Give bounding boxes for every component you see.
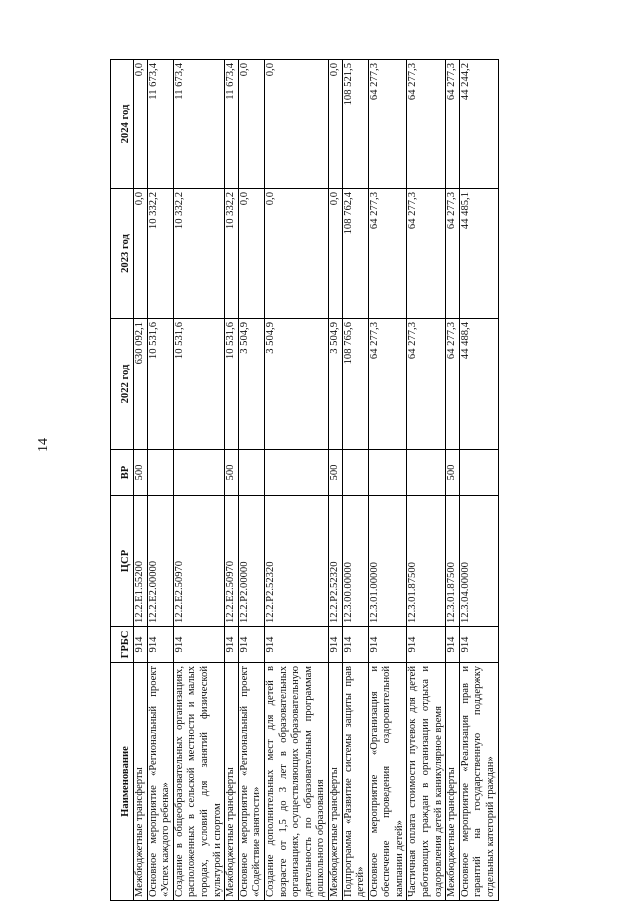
cell-grbs: 914	[264, 627, 328, 663]
cell-csr: 12.2.Р2.00000	[238, 496, 264, 627]
cell-csr: 12.2.Е2.50970	[225, 496, 239, 627]
budget-table	[110, 59, 499, 901]
table-row	[134, 60, 148, 901]
cell-name: Создание в общеобразовательных организациях, расположенных в сельской местности и малых городах, условий для занятий физической культурой и спортом	[173, 663, 224, 901]
cell-name: Создание дополнительных мест для детей в возрасте от 1,5 до 3 лет в образовательных организациях, осуществляющих образовательную деятельность по образовательным программам дошкольного образования	[264, 663, 328, 901]
cell-2022: 64 277,3	[446, 319, 460, 450]
table-row	[446, 60, 460, 901]
cell-csr: 12.3.04.00000	[459, 496, 498, 627]
table-row	[173, 60, 224, 901]
cell-grbs: 914	[147, 627, 173, 663]
cell-2022: 10 531,6	[173, 319, 224, 450]
cell-csr: 12.3.00.00000	[342, 496, 368, 627]
cell-csr: 12.2.Е2.50970	[173, 496, 224, 627]
header-2022: 2022 год	[111, 319, 134, 450]
cell-2024: 11 673,4	[147, 60, 173, 189]
cell-grbs: 914	[238, 627, 264, 663]
cell-vr	[173, 450, 224, 496]
cell-name: Межбюджетные трансферты	[446, 663, 460, 901]
cell-grbs: 914	[446, 627, 460, 663]
cell-vr	[368, 450, 407, 496]
cell-name: Основное мероприятие «Региональный проект «Содействие занятости»	[238, 663, 264, 901]
table-row	[264, 60, 328, 901]
cell-2023: 10 332,2	[147, 189, 173, 319]
table-row	[225, 60, 239, 901]
cell-2022: 44 488,4	[459, 319, 498, 450]
header-2023: 2023 год	[111, 189, 134, 319]
cell-name: Подпрограмма «Развитие системы защиты прав детей»	[342, 663, 368, 901]
cell-grbs: 914	[173, 627, 224, 663]
cell-2023: 0,0	[238, 189, 264, 319]
cell-2023: 0,0	[134, 189, 148, 319]
cell-2022: 3 504,9	[238, 319, 264, 450]
cell-grbs: 914	[134, 627, 148, 663]
cell-name: Частичная оплата стоимости путевок для детей работающих граждан в организации отдыха и оздоровления детей в каникулярное время	[407, 663, 446, 901]
table-row	[407, 60, 446, 901]
budget-table-container	[110, 60, 640, 901]
header-vr: ВР	[111, 450, 134, 496]
cell-grbs: 914	[342, 627, 368, 663]
cell-2023: 108 762,4	[342, 189, 368, 319]
cell-name: Основное мероприятие «Региональный проект «Успех каждого ребенка»	[147, 663, 173, 901]
cell-2022: 64 277,3	[407, 319, 446, 450]
table-row	[147, 60, 173, 901]
cell-grbs: 914	[459, 627, 498, 663]
table-body	[134, 60, 499, 901]
cell-vr: 500	[328, 450, 342, 496]
cell-name: Межбюджетные трансферты	[134, 663, 148, 901]
cell-2023: 10 332,2	[173, 189, 224, 319]
cell-2024: 11 673,4	[225, 60, 239, 189]
cell-2024: 0,0	[328, 60, 342, 189]
cell-vr: 500	[225, 450, 239, 496]
cell-name: Межбюджетные трансферты	[328, 663, 342, 901]
cell-2023: 64 277,3	[446, 189, 460, 319]
cell-vr: 500	[134, 450, 148, 496]
cell-2023: 0,0	[264, 189, 328, 319]
cell-2022: 10 531,6	[147, 319, 173, 450]
cell-2022: 630 092,1	[134, 319, 148, 450]
table-row	[342, 60, 368, 901]
cell-2023: 64 277,3	[407, 189, 446, 319]
cell-grbs: 914	[225, 627, 239, 663]
cell-csr: 12.3.01.00000	[368, 496, 407, 627]
cell-2022: 3 504,9	[328, 319, 342, 450]
cell-2022: 64 277,3	[368, 319, 407, 450]
cell-vr	[342, 450, 368, 496]
cell-2024: 64 277,3	[407, 60, 446, 189]
cell-2024: 0,0	[238, 60, 264, 189]
cell-2024: 64 277,3	[368, 60, 407, 189]
cell-2024: 0,0	[264, 60, 328, 189]
table-header-row	[111, 60, 134, 901]
cell-vr	[407, 450, 446, 496]
cell-2022: 10 531,6	[225, 319, 239, 450]
cell-2023: 0,0	[328, 189, 342, 319]
cell-csr: 12.2.Е2.00000	[147, 496, 173, 627]
cell-2024: 108 521,5	[342, 60, 368, 189]
cell-2024: 0,0	[134, 60, 148, 189]
cell-vr	[264, 450, 328, 496]
cell-grbs: 914	[368, 627, 407, 663]
header-name: Наименование	[111, 663, 134, 901]
cell-name: Основное мероприятие «Реализация прав и гарантий на государственную поддержку отдельных категорий граждан»	[459, 663, 498, 901]
cell-2022: 3 504,9	[264, 319, 328, 450]
header-2024: 2024 год	[111, 60, 134, 189]
cell-2024: 64 277,3	[446, 60, 460, 189]
table-row	[459, 60, 498, 901]
header-csr: ЦСР	[111, 496, 134, 627]
cell-2024: 44 244,2	[459, 60, 498, 189]
cell-2023: 44 485,1	[459, 189, 498, 319]
cell-name: Основное мероприятие «Организация и обеспечение проведения оздоровительной кампании детей»	[368, 663, 407, 901]
header-grbs: ГРБС	[111, 627, 134, 663]
cell-csr: 12.2.Р2.52320	[264, 496, 328, 627]
cell-grbs: 914	[407, 627, 446, 663]
cell-2022: 108 765,6	[342, 319, 368, 450]
table-row	[328, 60, 342, 901]
cell-vr	[459, 450, 498, 496]
cell-csr: 12.2.Е1.55200	[134, 496, 148, 627]
cell-2023: 64 277,3	[368, 189, 407, 319]
cell-name: Межбюджетные трансферты	[225, 663, 239, 901]
table-row	[368, 60, 407, 901]
cell-2023: 10 332,2	[225, 189, 239, 319]
cell-vr	[147, 450, 173, 496]
cell-csr: 12.2.Р2.52320	[328, 496, 342, 627]
cell-vr: 500	[446, 450, 460, 496]
cell-grbs: 914	[328, 627, 342, 663]
cell-vr	[238, 450, 264, 496]
cell-csr: 12.3.01.87500	[446, 496, 460, 627]
table-row	[238, 60, 264, 901]
cell-csr: 12.3.01.87500	[407, 496, 446, 627]
page-number: 14	[36, 438, 51, 452]
cell-2024: 11 673,4	[173, 60, 224, 189]
